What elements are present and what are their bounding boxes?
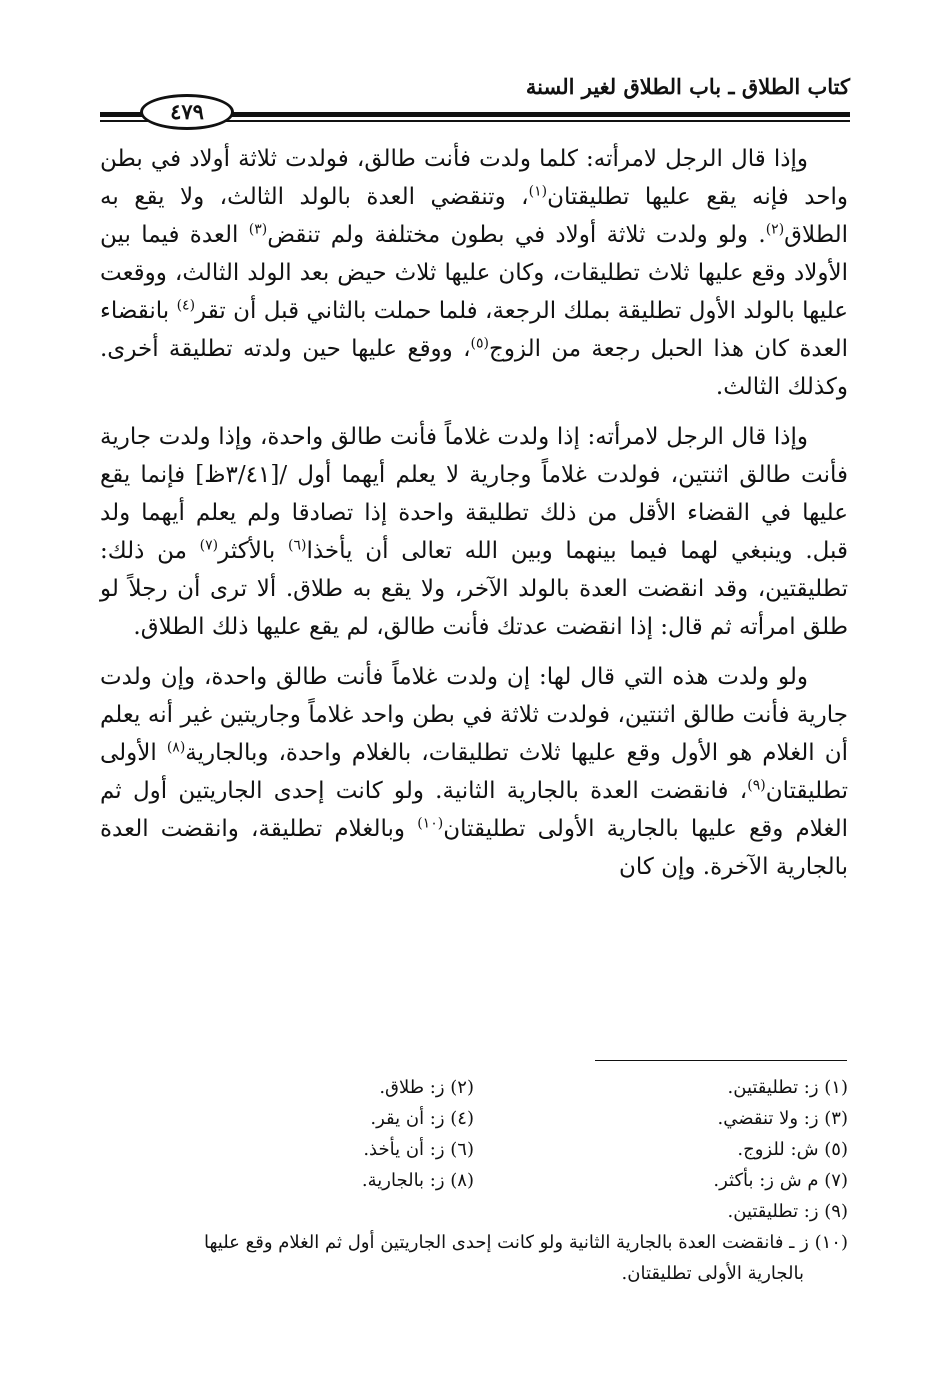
footnote-7: (٧) م ش ز: بأكثر.: [713, 1170, 848, 1191]
footnote-8: (٨) ز: بالجارية.: [361, 1170, 474, 1191]
footnote-ref-3: (٣): [248, 221, 268, 238]
paragraph-3: [100, 658, 848, 886]
footnote-10: [100, 1227, 848, 1289]
footnote-ref-6: (٦): [287, 537, 307, 554]
footnote-ref-8: (٨): [166, 739, 186, 756]
text-segment: وإذا قال الرجل لامرأته: إذا ولدت غلاماً فأنت طالق واحدة، وإذا ولدت جارية فأنت طالق اثنتين، فولدت غلاماً وجارية لا يعلم أيهما أول /[٣/٤١ظ] فإنما يقع عليها في القضاء الأقل من ذلك تطليقة واحدة إذا تصادقا ولم يعلم أيهما ولد قبل. وينبغي لهما فيما بينهما وبين الله تعالى أن يأخذا: [100, 424, 848, 564]
text-segment: ولو ولدت هذه التي قال لها: إن ولدت غلاماً فأنت طالق واحدة، وإن ولدت جارية فأنت طالق اثنتين، فولدت ثلاثة في بطن واحد غلاماً وجاريتين غير أنه يعلم أن الغلام هو الأول وقع عليها ثلاث تطليقات، بالغلام واحدة، وبالجارية: [100, 664, 848, 766]
footnote-1: (١) ز: تطليقتين.: [727, 1077, 848, 1098]
main-text: [100, 140, 848, 898]
page-number: ٤٧٩: [140, 94, 234, 130]
text-segment: من ذلك: تطليقتين، وقد انقضت العدة بالولد الآخر، ولا يقع به طلاق. ألا ترى أن رجلاً لو طلق امرأته ثم قال: إذا انقضت عدتك فأنت طالق، لم يقع عليها ذلك الطلاق.: [100, 538, 848, 640]
footnote-ref-2: (٢): [765, 221, 785, 238]
footnote-ref-1: (١): [528, 183, 548, 200]
text-segment: . ولو ولدت ثلاثة أولاد في بطون مختلفة ولم تنقض: [267, 222, 766, 248]
running-title: كتاب الطلاق ـ باب الطلاق لغير السنة: [525, 74, 850, 99]
page-header: [100, 68, 850, 128]
footnote-list: [100, 1072, 848, 1289]
text-segment: ، وتنقضي العدة بالولد الثالث، ولا يقع به الطلاق: [100, 184, 848, 248]
footnote-ref-9: (٩): [747, 777, 766, 794]
footnote-5: (٥) ش: للزوج.: [737, 1139, 848, 1160]
footnote-6: (٦) ز: أن يأخذ.: [363, 1139, 474, 1160]
footnote-separator: [595, 1060, 847, 1061]
footnote-10-line-1: (١٠) ز ـ فانقضت العدة بالجارية الثانية ولو كانت إحدى الجاريتين أول ثم الغلام وقع عليها: [204, 1232, 848, 1253]
text-segment: بالأكثر: [218, 538, 288, 564]
text-segment: بانقضاء العدة كان هذا الحبل رجعة من الزوج: [100, 298, 848, 362]
footnote-9: (٩) ز: تطليقتين.: [727, 1201, 848, 1222]
text-segment: وبالغلام تطليقة، وانقضت العدة بالجارية الآخرة. وإن كان: [100, 816, 848, 880]
footnote-4: (٤) ز: أن يقر.: [370, 1108, 474, 1129]
footnote-ref-5: (٥): [470, 335, 489, 352]
text-segment: الأولى تطليقتان: [100, 740, 848, 804]
text-segment: وإذا قال الرجل لامرأته: كلما ولدت فأنت طالق، فولدت ثلاثة أولاد في بطن واحد فإنه يقع عليها تطليقتان: [100, 146, 848, 210]
footnote-2: (٢) ز: طلاق.: [379, 1077, 474, 1098]
text-segment: ، ووقع عليها حين ولدته تطليقة أخرى. وكذلك الثالث.: [100, 336, 848, 400]
footnote-ref-4: (٤): [176, 297, 196, 314]
paragraph-1: [100, 140, 848, 406]
footnote-ref-7: (٧): [199, 537, 219, 554]
footnote-spacer: [100, 1196, 474, 1227]
footnote-3: (٣) ز: ولا تنقضي.: [717, 1108, 848, 1129]
text-segment: العدة فيما بين الأولاد وقع عليها ثلاث تطليقات، وكان عليها ثلاث حيض بعد الولد الثالث، ووقعت عليها بالولد الأول تطليقة بملك الرجعة، فلما حملت بالثاني قبل أن تقر: [100, 222, 848, 324]
footnote-ref-10: (١٠): [417, 815, 444, 832]
footnotes: [100, 1072, 848, 1289]
paragraph-2: [100, 418, 848, 646]
footnote-10-line-2: بالجارية الأولى تطليقتان.: [621, 1263, 804, 1284]
text-segment: ، فانقضت العدة بالجارية الثانية. ولو كانت إحدى الجاريتين أول ثم الغلام وقع عليها بالجارية الأولى تطليقتان: [100, 778, 848, 842]
